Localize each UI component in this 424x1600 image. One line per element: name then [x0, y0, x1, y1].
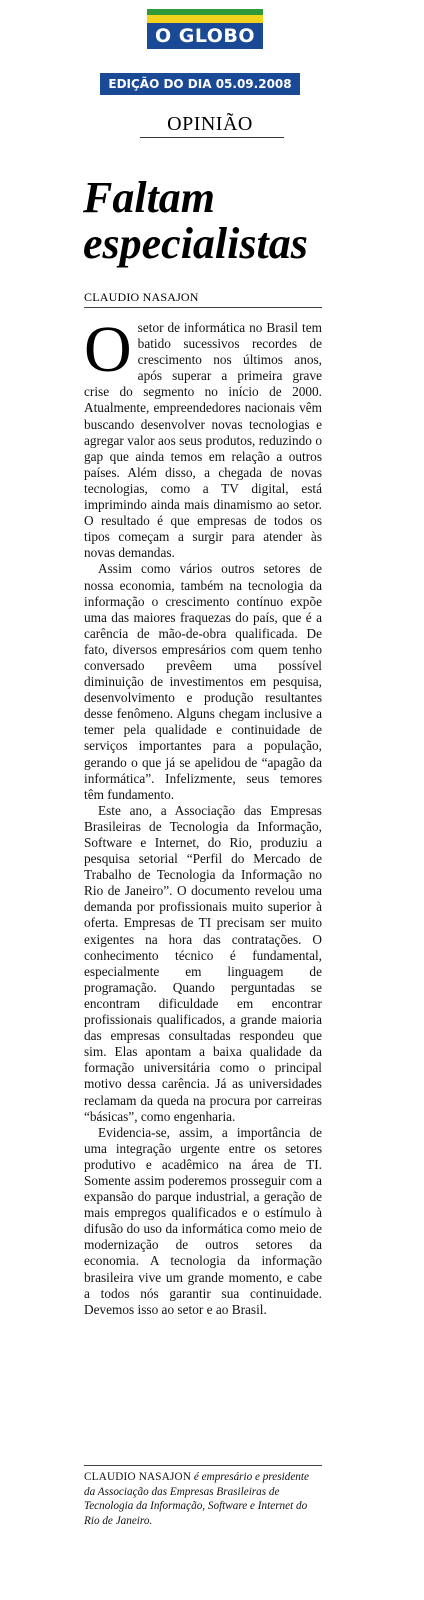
article-paragraph [84, 313, 322, 561]
section-divider [140, 137, 284, 138]
drop-cap: O [84, 313, 132, 386]
bio-description: é empresário e presidente da Associação das Empresas Brasileiras de Tecnologia da Informação, Software e Internet do Rio de Janeiro. [84, 1471, 309, 1527]
paragraph-text: setor de informática no Brasil tem batido sucessivos recordes de crescimento nos últimos anos, após superar a primeira grave crise do segmento no início de 2000. Atualmente, empreendedores nacionais vêm buscando desenvolver novas tecnologias e agregar valor aos seus produtos, reduzindo o gap que ainda temos em relação a outros países. Além disso, a chegada de novas tecnologias, como a TV digital, está imprimindo ainda mais dinamismo ao setor. O resultado é que empresas de todos os tipos começam a surgir para atender às novas demandas. [84, 320, 322, 561]
logo-text: O GLOBO [147, 23, 263, 49]
author-bio [84, 1470, 322, 1528]
section-title: OPINIÃO [167, 113, 253, 135]
article-body [84, 313, 322, 1318]
bio-author-name: CLAUDIO NASAJON [84, 1471, 192, 1483]
article-paragraph: Assim como vários outros setores de nossa economia, também na tecnologia da informação o crescimento contínuo expõe uma das maiores fraquezas do país, que é a carência de mão-de-obra qualificada. De fato, diversos empresários com quem tenho conversado prevêem uma possível diminuição de investimentos em pesquisa, desenvolvimento e produção resultantes desse fenômeno. Alguns chegam inclusive a temer pela qualidade e continuidade de serviços importantes para a população, gerando o que já se apelidou de “apagão da informática”. Infelizmente, seus temores têm fundamento. [84, 561, 322, 802]
newspaper-logo [147, 9, 263, 49]
bio-divider [84, 1465, 322, 1466]
byline: CLAUDIO NASAJON [84, 290, 199, 304]
headline: Faltam especialistas [83, 173, 308, 268]
edition-date-banner: EDIÇÃO DO DIA 05.09.2008 [100, 73, 300, 95]
article-paragraph: Evidencia-se, assim, a importância de uma integração urgente entre os setores produtivo e acadêmico na área de TI. Somente assim poderemos prosseguir com a expansão do parque industrial, a geração de mais empregos qualificados e o estímulo à difusão do uso da informática como meio de modernização de outros setores da economia. A tecnologia da informação brasileira vive um grande momento, e cabe a todos nós garantir sua continuidade. Devemos isso ao setor e ao Brasil. [84, 1124, 322, 1317]
article-paragraph: Este ano, a Associação das Empresas Brasileiras de Tecnologia da Informação, Software e Internet, do Rio, produziu a pesquisa setorial “Perfil do Mercado de Trabalho de Tecnologia da Informação no Rio de Janeiro”. O documento revelou uma demanda por profissionais muito superior à oferta. Empresas de TI precisam ser muito exigentes na hora das contratações. O conhecimento técnico é fundamental, especialmente em linguagem de programação. Quando perguntadas se encontram dificuldade em encontrar profissionais qualificados, a grande maioria das empresas consultadas respondeu que sim. Elas apontam a baixa qualidade da formação universitária como o principal motivo dessa carência. Já as universidades reclamam da queda na procura por carreiras “básicas”, como engenharia. [84, 802, 322, 1124]
logo-yellow-stripe [147, 15, 263, 23]
byline-divider [84, 307, 322, 308]
